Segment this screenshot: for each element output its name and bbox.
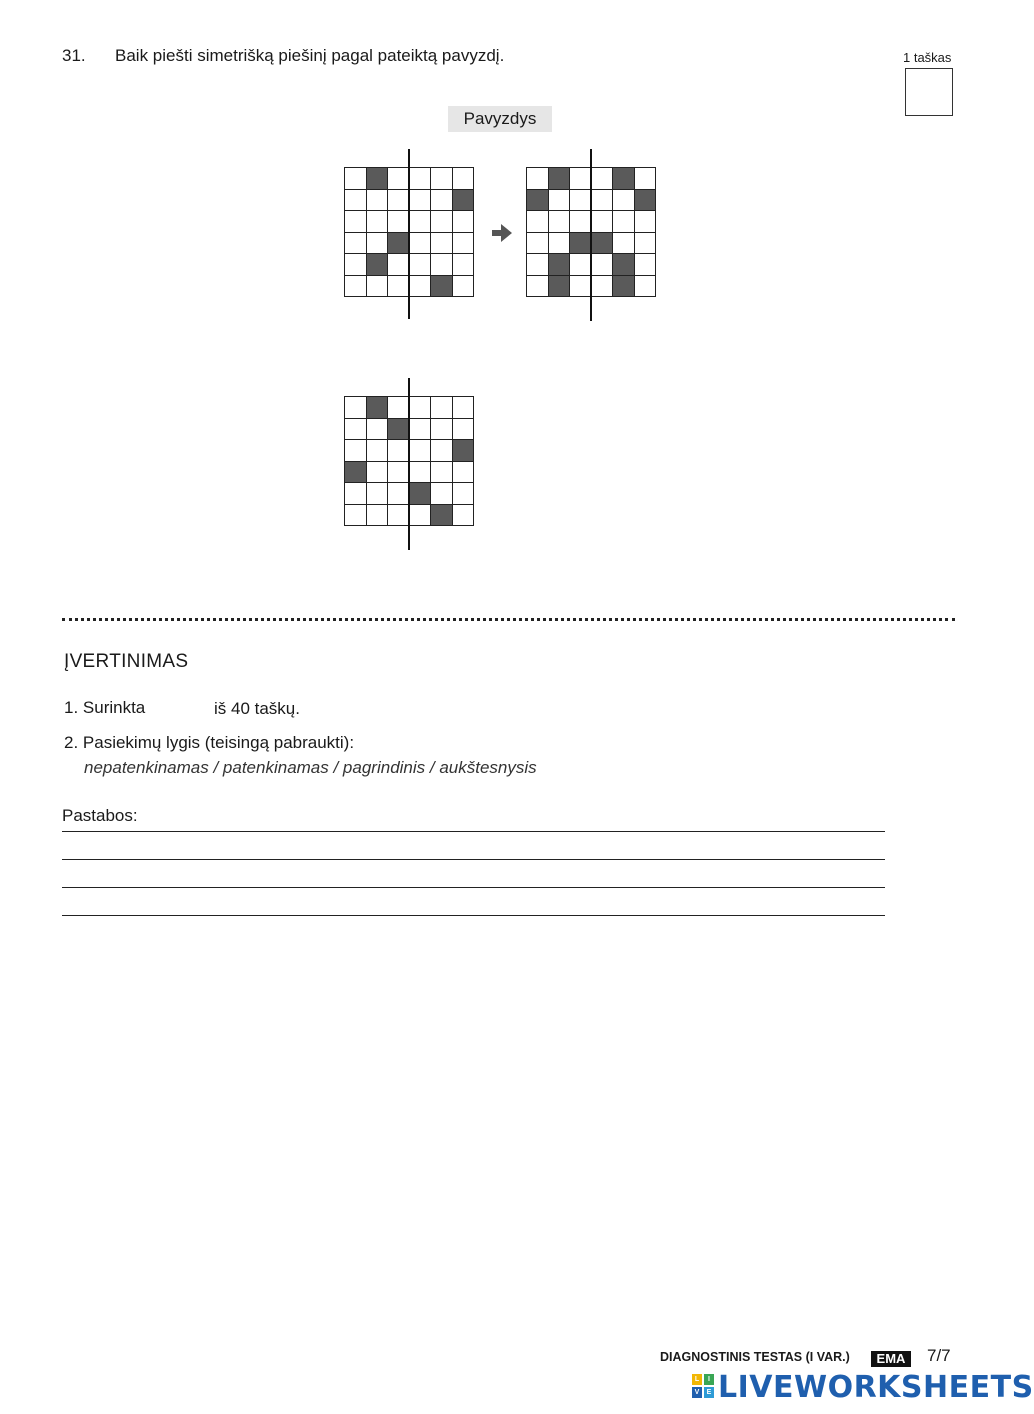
grid-cell[interactable] [345, 505, 367, 527]
grid-cell[interactable] [410, 397, 432, 419]
grid-cell[interactable] [367, 483, 389, 505]
grid-cell [388, 168, 410, 190]
notes-line[interactable] [62, 859, 885, 860]
grid-cell [453, 254, 475, 276]
grid-cell[interactable] [345, 483, 367, 505]
grid-cell[interactable] [345, 397, 367, 419]
grid-cell [592, 211, 614, 233]
grid-cell [570, 190, 592, 212]
notes-line[interactable] [62, 887, 885, 888]
grid-cell[interactable] [410, 419, 432, 441]
grid-cell[interactable] [388, 397, 410, 419]
grid-cell [367, 233, 389, 255]
grid-cell [613, 190, 635, 212]
grid-cell-filled [613, 254, 635, 276]
grid-cell [570, 254, 592, 276]
grid-cell-filled [613, 168, 635, 190]
grid-cell-filled [592, 233, 614, 255]
grid-cell [570, 211, 592, 233]
grid-cell[interactable] [388, 505, 410, 527]
grid-cell [431, 190, 453, 212]
logo-cell: L [692, 1374, 702, 1385]
grid-cell[interactable] [388, 483, 410, 505]
evaluation-title: ĮVERTINIMAS [64, 651, 189, 672]
grid-cell-filled [549, 168, 571, 190]
logo-cell: E [704, 1387, 714, 1398]
grid-cell [453, 233, 475, 255]
footer-page-number: 7/7 [927, 1346, 951, 1365]
grid-cell [592, 254, 614, 276]
grid-cell[interactable] [367, 505, 389, 527]
grid-cell [592, 168, 614, 190]
grid-cell[interactable] [410, 462, 432, 484]
grid-cell[interactable] [367, 419, 389, 441]
grid-cell [367, 190, 389, 212]
grid-cell[interactable] [431, 440, 453, 462]
example-label: Pavyzdys [448, 106, 552, 132]
grid-cell[interactable] [431, 483, 453, 505]
grid-cell [570, 168, 592, 190]
symmetry-axis [590, 149, 592, 321]
grid-cell-filled [388, 233, 410, 255]
liveworksheets-brand: LIVEWORKSHEETS [718, 1370, 1034, 1405]
grid-cell [453, 276, 475, 298]
grid-cell[interactable] [453, 419, 475, 441]
grid-cell [549, 190, 571, 212]
grid-cell [367, 211, 389, 233]
footer-test-name: DIAGNOSTINIS TESTAS (I VAR.) [660, 1350, 850, 1364]
grid-cell [592, 276, 614, 298]
grid-cell[interactable] [388, 440, 410, 462]
section-divider [62, 618, 955, 621]
grid-cell [453, 211, 475, 233]
grid-cell-filled[interactable] [410, 483, 432, 505]
question-number: 31. [62, 46, 86, 65]
grid-cell-filled[interactable] [388, 419, 410, 441]
grid-cell [635, 254, 657, 276]
grid-cell[interactable] [431, 397, 453, 419]
grid-cell[interactable] [367, 440, 389, 462]
grid-cell [345, 190, 367, 212]
grid-cell[interactable] [367, 462, 389, 484]
logo-cell: V [692, 1387, 702, 1398]
notes-label: Pastabos: [62, 806, 138, 825]
grid-cell [635, 211, 657, 233]
grid-cell [410, 168, 432, 190]
symmetry-axis [408, 378, 410, 550]
grid-cell [345, 233, 367, 255]
grid-cell[interactable] [453, 505, 475, 527]
grid-cell [613, 233, 635, 255]
grid-cell [345, 211, 367, 233]
grid-cell [367, 276, 389, 298]
grid-cell [570, 276, 592, 298]
grid-cell[interactable] [453, 483, 475, 505]
grid-cell[interactable] [410, 505, 432, 527]
grid-cell [549, 233, 571, 255]
grid-cell-filled [367, 254, 389, 276]
grid-cell [453, 168, 475, 190]
notes-line[interactable] [62, 831, 885, 832]
grid-cell-filled[interactable] [453, 440, 475, 462]
grid-cell-filled [453, 190, 475, 212]
grid-cell-filled [527, 190, 549, 212]
grid-cell [410, 233, 432, 255]
grid-cell-filled [570, 233, 592, 255]
grid-cell [635, 276, 657, 298]
grid-cell [431, 211, 453, 233]
grid-cell[interactable] [453, 462, 475, 484]
grid-cell[interactable] [345, 419, 367, 441]
evaluation-item-level: 2. Pasiekimų lygis (teisingą pabraukti): [64, 733, 355, 752]
grid-cell [527, 276, 549, 298]
grid-cell [527, 254, 549, 276]
grid-cell[interactable] [453, 397, 475, 419]
grid-cell [527, 233, 549, 255]
question-text: Baik piešti simetrišką piešinį pagal pateiktą pavyzdį. [115, 46, 505, 65]
grid-cell [345, 276, 367, 298]
evaluation-item-score-total: iš 40 taškų. [214, 699, 300, 718]
grid-cell[interactable] [431, 462, 453, 484]
grid-cell[interactable] [431, 419, 453, 441]
grid-cell [388, 254, 410, 276]
grid-cell [388, 211, 410, 233]
grid-cell[interactable] [345, 440, 367, 462]
grid-cell-filled [431, 276, 453, 298]
grid-cell-filled[interactable] [367, 397, 389, 419]
liveworksheets-logo-icon [692, 1374, 716, 1400]
grid-cell-filled[interactable] [431, 505, 453, 527]
grid-cell [527, 211, 549, 233]
grid-cell [549, 211, 571, 233]
grid-cell [431, 168, 453, 190]
grid-cell [592, 190, 614, 212]
grid-cell-filled[interactable] [345, 462, 367, 484]
grid-cell-filled [549, 254, 571, 276]
grid-cell [345, 254, 367, 276]
grid-cell [635, 168, 657, 190]
logo-cell: I [704, 1374, 714, 1385]
grid-cell [388, 190, 410, 212]
grid-cell [431, 233, 453, 255]
evaluation-level-options[interactable]: nepatenkinamas / patenkinamas / pagrindinis / aukštesnysis [84, 758, 537, 777]
notes-line[interactable] [62, 915, 885, 916]
grid-cell [527, 168, 549, 190]
arrow-right-icon [492, 224, 512, 242]
footer-badge: EMA [871, 1351, 911, 1367]
evaluation-item-score: 1. Surinkta [64, 698, 146, 717]
grid-cell-filled [635, 190, 657, 212]
grid-cell [410, 190, 432, 212]
grid-cell[interactable] [410, 440, 432, 462]
grid-cell-filled [613, 276, 635, 298]
points-label: 1 taškas [903, 50, 952, 65]
grid-cell [410, 254, 432, 276]
grid-cell [410, 276, 432, 298]
grid-cell [635, 233, 657, 255]
symmetry-axis [408, 149, 410, 319]
grid-cell-filled [367, 168, 389, 190]
grid-cell [345, 168, 367, 190]
grid-cell [388, 276, 410, 298]
grid-cell[interactable] [388, 462, 410, 484]
points-box[interactable] [905, 68, 953, 116]
grid-cell-filled [549, 276, 571, 298]
grid-cell [613, 211, 635, 233]
grid-cell [410, 211, 432, 233]
grid-cell [431, 254, 453, 276]
